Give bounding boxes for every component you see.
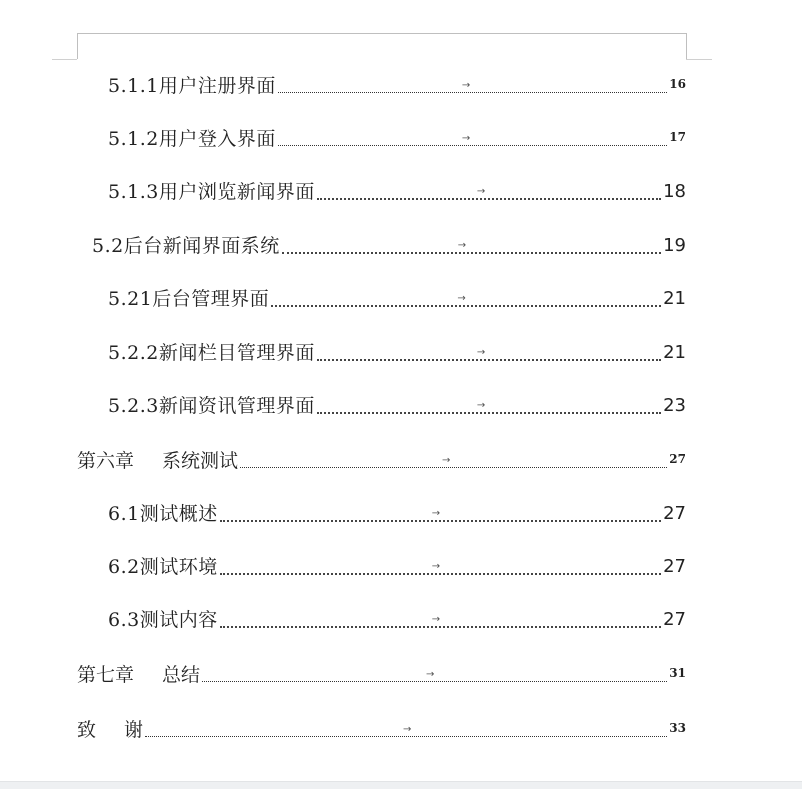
page-left-margin-mark bbox=[52, 59, 77, 60]
toc-entry-5-1-3[interactable] bbox=[108, 177, 686, 203]
tab-arrow-icon: → bbox=[461, 133, 471, 144]
toc-leader-dots bbox=[278, 128, 667, 150]
toc-leader-dots bbox=[220, 556, 661, 578]
toc-leader-dots bbox=[145, 719, 667, 741]
toc-leader-dots bbox=[202, 664, 667, 686]
toc-entry-title: 5.21后台管理界面 bbox=[108, 288, 270, 310]
toc-leader-dots bbox=[317, 395, 661, 417]
page-right-corner-mark bbox=[686, 33, 687, 59]
toc-page-number: 23 bbox=[663, 395, 686, 416]
toc-chapter-number: 第七章 bbox=[77, 664, 135, 686]
toc-leader-dots bbox=[271, 288, 661, 310]
toc-entry-6-3[interactable] bbox=[108, 605, 686, 631]
toc-leader-dots bbox=[282, 235, 661, 257]
toc-leader-dots bbox=[220, 609, 661, 631]
toc-leader-dots bbox=[240, 450, 667, 472]
toc-chapter-title bbox=[77, 664, 200, 686]
toc-chapter-name: 系统测试 bbox=[162, 450, 239, 472]
toc-entry-5-1-1[interactable] bbox=[108, 71, 686, 97]
toc-entry-chapter-6[interactable] bbox=[77, 446, 686, 472]
tab-arrow-icon: → bbox=[426, 669, 435, 680]
toc-entry-title: 6.2测试环境 bbox=[108, 556, 218, 578]
tab-arrow-icon: → bbox=[442, 455, 451, 466]
toc-page-number: 27 bbox=[663, 609, 686, 630]
toc-chapter-name: 谢 bbox=[124, 719, 144, 741]
toc-leader-dots bbox=[220, 503, 661, 525]
toc-page-number: 17 bbox=[669, 130, 686, 144]
toc-leader-dots bbox=[317, 181, 661, 203]
tab-arrow-icon: → bbox=[476, 400, 486, 411]
toc-entry-title: 5.2.2新闻栏目管理界面 bbox=[108, 342, 315, 364]
tab-arrow-icon: → bbox=[476, 186, 486, 197]
tab-arrow-icon: → bbox=[476, 347, 486, 358]
toc-entry-chapter-7[interactable] bbox=[77, 660, 686, 686]
toc-page-number: 27 bbox=[669, 452, 686, 466]
toc-entry-6-1[interactable] bbox=[108, 499, 686, 525]
toc-entry-title: 5.1.3用户浏览新闻界面 bbox=[108, 181, 315, 203]
toc-page-number: 27 bbox=[663, 503, 686, 524]
toc-chapter-number: 第六章 bbox=[77, 450, 135, 472]
toc-entry-title: 6.3测试内容 bbox=[108, 609, 218, 631]
toc-page-number: 16 bbox=[669, 77, 686, 91]
toc-entry-6-2[interactable] bbox=[108, 552, 686, 578]
toc-entry-title: 5.1.2用户登入界面 bbox=[108, 128, 276, 150]
toc-chapter-title bbox=[77, 719, 143, 741]
tab-arrow-icon: → bbox=[431, 614, 441, 625]
toc-page-number: 18 bbox=[663, 181, 686, 202]
toc-entry-5-2[interactable] bbox=[92, 231, 686, 257]
toc-page-number: 27 bbox=[663, 556, 686, 577]
toc-entry-5-2-2[interactable] bbox=[108, 338, 686, 364]
toc-entry-title: 6.1测试概述 bbox=[108, 503, 218, 525]
toc-page-number: 21 bbox=[663, 288, 686, 309]
toc-page-number: 31 bbox=[669, 666, 686, 680]
page-right-margin-mark bbox=[686, 59, 712, 60]
tab-arrow-icon: → bbox=[403, 724, 412, 735]
toc-entry-5-2-3[interactable] bbox=[108, 391, 686, 417]
tab-arrow-icon: → bbox=[461, 80, 471, 91]
toc-entry-5-21[interactable] bbox=[108, 284, 686, 310]
page-top-border bbox=[77, 33, 686, 34]
page-left-corner-mark bbox=[77, 33, 78, 59]
toc-entry-acknowledgements[interactable] bbox=[77, 715, 686, 741]
toc-chapter-name: 总结 bbox=[162, 664, 201, 686]
toc-entry-title: 5.2后台新闻界面系统 bbox=[92, 235, 280, 257]
tab-arrow-icon: → bbox=[457, 240, 467, 251]
toc-entry-5-1-2[interactable] bbox=[108, 124, 686, 150]
tab-arrow-icon: → bbox=[431, 561, 441, 572]
toc-leader-dots bbox=[317, 342, 661, 364]
toc-chapter-title bbox=[77, 450, 238, 472]
toc-page-number: 21 bbox=[663, 342, 686, 363]
tab-arrow-icon: → bbox=[457, 293, 466, 304]
toc-chapter-number: 致 bbox=[77, 719, 97, 741]
tab-arrow-icon: → bbox=[431, 508, 441, 519]
toc-page-number: 33 bbox=[669, 721, 686, 735]
toc-leader-dots bbox=[278, 75, 667, 97]
toc-entry-title: 5.1.1用户注册界面 bbox=[108, 75, 276, 97]
page-bottom-gutter bbox=[0, 781, 802, 789]
toc-entry-title: 5.2.3新闻资讯管理界面 bbox=[108, 395, 315, 417]
toc-page-number: 19 bbox=[663, 235, 686, 256]
